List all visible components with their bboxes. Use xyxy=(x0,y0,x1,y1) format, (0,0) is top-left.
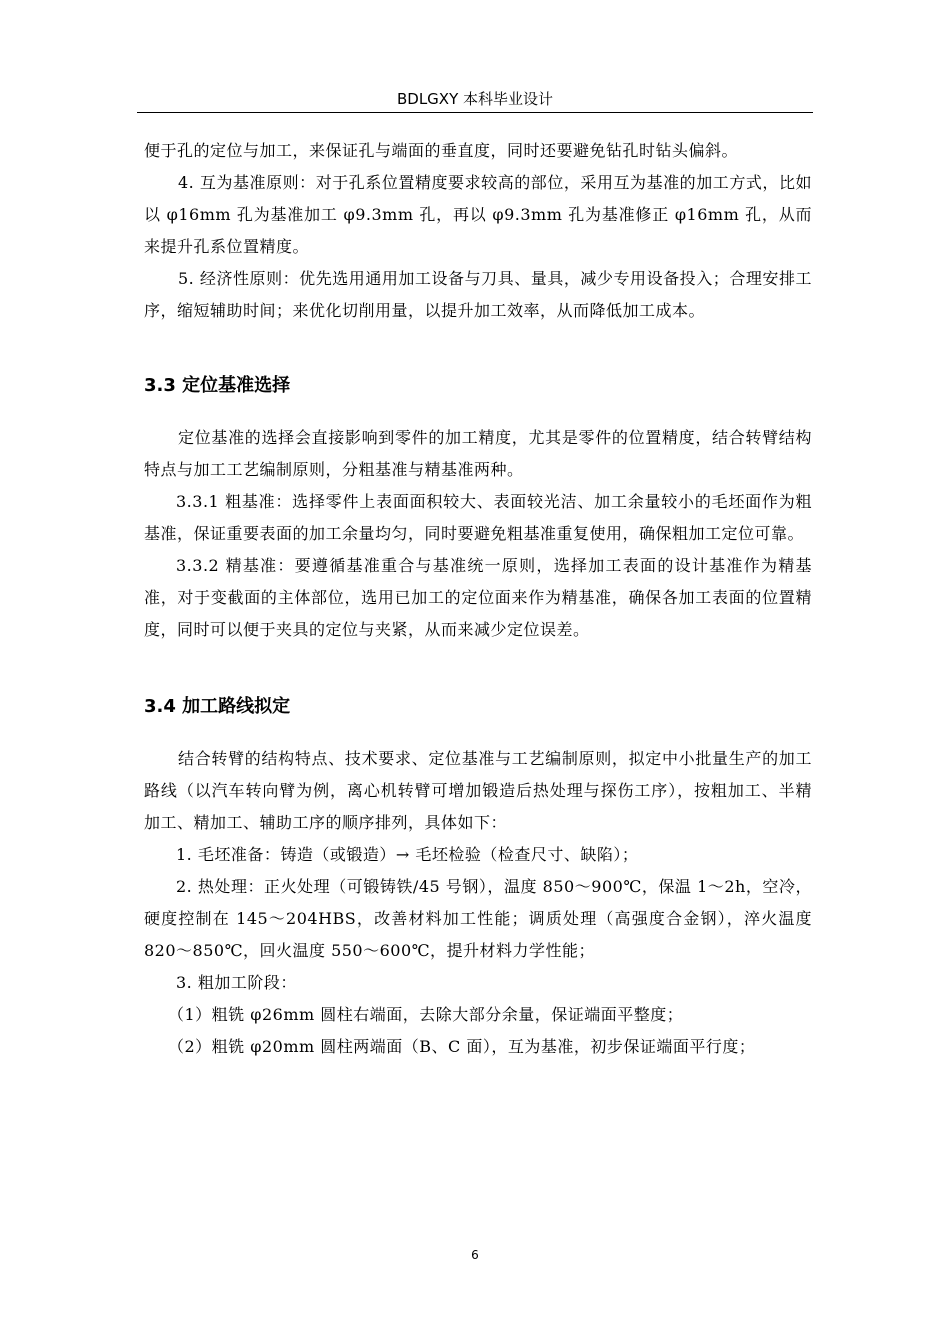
list-subitem-2: （2）粗铣 φ20mm 圆柱两端面（B、C 面），互为基准，初步保证端面平行度； xyxy=(168,1037,756,1056)
paragraph-fine-datum: 3.3.2 精基准：要遵循基准重合与基准统一原则，选择加工表面的设计基准作为精基准，对于变截面的主体部位，选用已加工的定位面来作为精基准，确保各加工表面的位置精度，同时可以便于夹具的定位与夹紧，从而来减少定位误差。 xyxy=(144,556,812,639)
section-heading-3-3: 3.3 定位基准选择 xyxy=(144,375,291,396)
list-item-heat-treatment: 2. 热处理：正火处理（可锻铸铁/45 号钢），温度 850～900℃，保温 1～2h，空冷，硬度控制在 145～204HBS，改善材料加工性能；调质处理（高强度合金钢），淬火温度 820～850℃，回火温度 550～600℃，提升材料力学性能； xyxy=(144,877,812,960)
page-number: 6 xyxy=(471,1248,479,1262)
paragraph-route-intro: 结合转臂的结构特点、技术要求、定位基准与工艺编制原则，拟定中小批量生产的加工路线（以汽车转向臂为例，离心机转臂可增加锻造后热处理与探伤工序），按粗加工、半精加工、精加工、辅助工序的顺序排列，具体如下： xyxy=(144,749,812,832)
header-divider xyxy=(137,112,813,113)
paragraph-continuation: 便于孔的定位与加工，来保证孔与端面的垂直度，同时还要避免钻孔时钻头偏斜。 xyxy=(144,141,739,160)
paragraph-principle-5: 5. 经济性原则：优先选用通用加工设备与刀具、量具，减少专用设备投入；合理安排工序，缩短辅助时间；来优化切削用量，以提升加工效率，从而降低加工成本。 xyxy=(144,269,812,320)
paragraph-rough-datum: 3.3.1 粗基准：选择零件上表面面积较大、表面较光洁、加工余量较小的毛坯面作为粗基准，保证重要表面的加工余量均匀，同时要避免粗基准重复使用，确保粗加工定位可靠。 xyxy=(144,492,812,543)
list-item-rough-machining: 3. 粗加工阶段： xyxy=(176,973,297,992)
paragraph-principle-4: 4. 互为基准原则：对于孔系位置精度要求较高的部位，采用互为基准的加工方式，比如以 φ16mm 孔为基准加工 φ9.3mm 孔，再以 φ9.3mm 孔为基准修正 φ16mm 孔，从而来提升孔系位置精度。 xyxy=(144,173,812,256)
page-body xyxy=(144,135,812,1063)
list-subitem-1: （1）粗铣 φ26mm 圆柱右端面，去除大部分余量，保证端面平整度； xyxy=(168,1005,684,1024)
section-heading-3-4: 3.4 加工路线拟定 xyxy=(144,696,291,717)
paragraph-datum-intro: 定位基准的选择会直接影响到零件的加工精度，尤其是零件的位置精度，结合转臂结构特点与加工工艺编制原则，分粗基准与精基准两种。 xyxy=(144,428,812,479)
running-header: BDLGXY 本科毕业设计 xyxy=(396,90,554,108)
list-item-blank-prep: 1. 毛坯准备：铸造（或锻造）→ 毛坯检验（检查尺寸、缺陷）； xyxy=(176,845,639,864)
